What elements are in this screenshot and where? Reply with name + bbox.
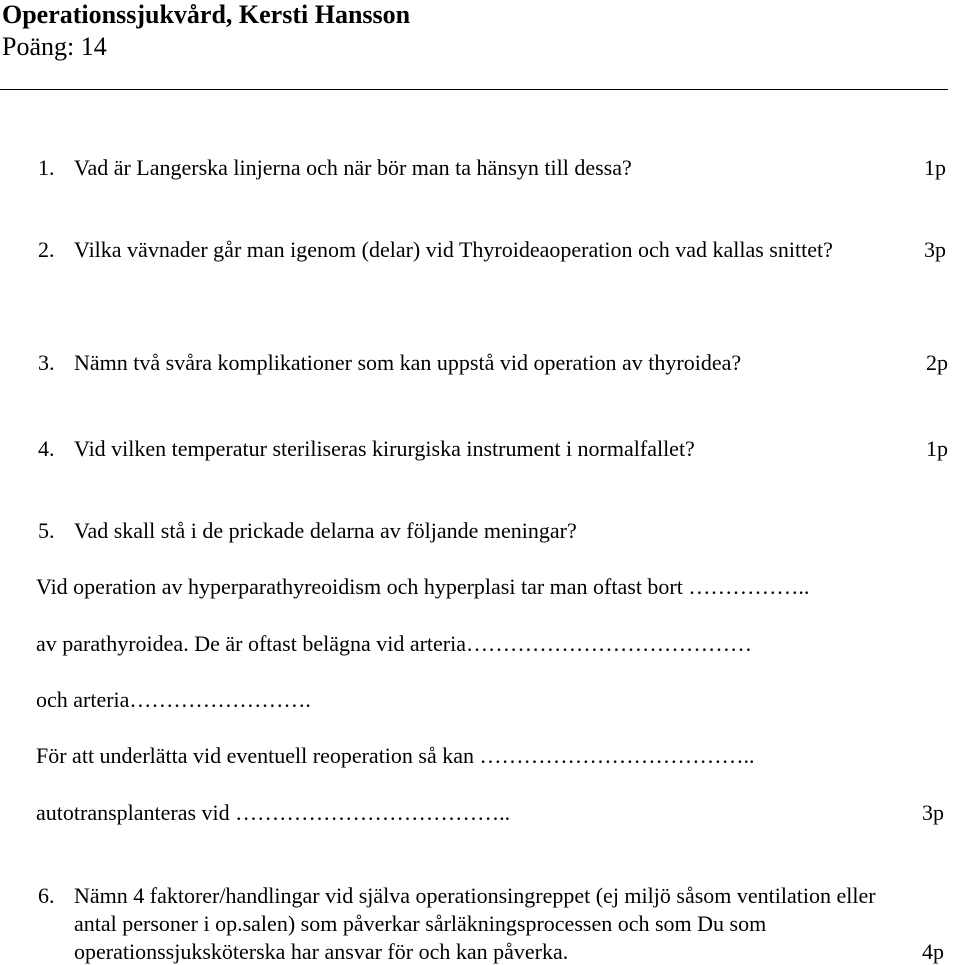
question-text-continued: operationssjuksköterska har ansvar för och kan påverka. [74, 939, 569, 964]
question-points: 1p [924, 155, 946, 180]
question-number: 4. [38, 436, 55, 461]
header-rule [0, 89, 948, 90]
question-points: 4p [922, 939, 944, 964]
fill-in-line: För att underlätta vid eventuell reoperation så kan ……………………………….. [36, 743, 755, 768]
fill-in-line: och arteria……………………. [36, 687, 311, 712]
question-text: Vid vilken temperatur steriliseras kirurgiska instrument i normalfallet? [74, 436, 695, 461]
fill-in-line: av parathyroidea. De är oftast belägna vid arteria………………………………… [36, 631, 753, 656]
question-number: 6. [38, 883, 55, 908]
question-text: Nämn 4 faktorer/handlingar vid själva operationsingreppet (ej miljö såsom ventilation eller [74, 883, 876, 908]
question-text: Vad är Langerska linjerna och när bör man ta hänsyn till dessa? [74, 155, 632, 180]
question-points: 3p [924, 237, 946, 262]
fill-in-line: Vid operation av hyperparathyreoidism och hyperplasi tar man oftast bort …………….. [36, 574, 810, 599]
question-points: 1p [926, 436, 948, 461]
question-number: 3. [38, 350, 55, 375]
question-text: Vilka vävnader går man igenom (delar) vid Thyroideaoperation och vad kallas snittet? [74, 237, 833, 262]
total-points: Poäng: 14 [2, 32, 107, 61]
question-number: 1. [38, 155, 55, 180]
question-text-continued: antal personer i op.salen) som påverkar sårläkningsprocessen och som Du som [74, 911, 767, 936]
question-number: 5. [38, 518, 55, 543]
fill-in-line: autotransplanteras vid ……………………………….. [36, 800, 511, 825]
question-points: 3p [922, 800, 944, 825]
question-text: Vad skall stå i de prickade delarna av följande meningar? [74, 518, 577, 543]
page-title: Operationssjukvård, Kersti Hansson [2, 0, 411, 29]
question-text: Nämn två svåra komplikationer som kan uppstå vid operation av thyroidea? [74, 350, 742, 375]
question-number: 2. [38, 237, 55, 262]
question-points: 2p [926, 350, 948, 375]
